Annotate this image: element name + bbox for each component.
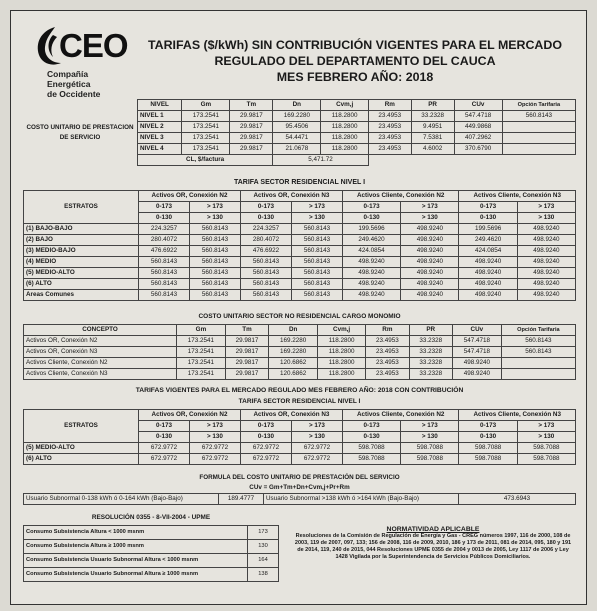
range-header: > 173: [291, 421, 342, 432]
table-row: [24, 568, 279, 582]
cell: 598.7088: [401, 443, 459, 454]
logo-subtitle-line2: de Occidente: [47, 89, 101, 99]
cell: 498.9240: [459, 257, 517, 268]
nores-header: Opción Tarifaria: [501, 325, 575, 336]
cell: 118.2800: [321, 144, 368, 155]
table-row: [24, 235, 576, 246]
row-label: (5) MEDIO-ALTO: [24, 268, 139, 279]
subnormal-label: Usuario Subnormal >138 kWh ó >164 kWh (Bajo-Bajo): [264, 494, 459, 505]
cell: 33.2328: [409, 336, 452, 347]
range-header: 0-130: [139, 213, 190, 224]
cell: 560.8143: [189, 268, 240, 279]
range-header: > 173: [291, 202, 342, 213]
estratos-header: ESTRATOS: [24, 191, 139, 224]
range-header: 0-130: [459, 213, 517, 224]
cell: 280.4072: [139, 235, 190, 246]
cell: 498.9240: [401, 246, 459, 257]
cell: [501, 358, 575, 369]
cell: 118.2800: [321, 122, 368, 133]
cell: 560.8143: [139, 268, 190, 279]
cell: 9.4951: [411, 122, 454, 133]
range-header: > 130: [291, 213, 342, 224]
cell: 173.2541: [177, 347, 226, 358]
cell: 118.2800: [318, 347, 366, 358]
range-header: 0-173: [459, 421, 517, 432]
table-row: [24, 224, 576, 235]
cell: 498.9240: [517, 235, 575, 246]
row-label: Activos Cliente, Conexión N3: [24, 369, 177, 380]
cell: 29.9817: [225, 347, 268, 358]
cell: 672.9772: [189, 454, 240, 465]
cell: 560.8143: [240, 290, 291, 301]
cell: 598.7088: [459, 454, 517, 465]
cell: 33.2328: [409, 358, 452, 369]
table-row: [24, 257, 576, 268]
cell: 249.4620: [342, 235, 400, 246]
row-label: (2) BAJO: [24, 235, 139, 246]
cell: 449.9868: [454, 122, 502, 133]
cell: 120.6862: [269, 369, 318, 380]
cell: 476.6922: [139, 246, 190, 257]
table-row: [24, 290, 576, 301]
cell: 498.9240: [401, 279, 459, 290]
cell: 560.8143: [189, 290, 240, 301]
cu-header: Tm: [230, 100, 273, 111]
cell: 95.4506: [273, 122, 321, 133]
cell: 138: [248, 568, 279, 582]
cell: 173.2541: [182, 122, 230, 133]
cell: 424.0854: [342, 246, 400, 257]
cell: 29.9817: [230, 122, 273, 133]
cell: 560.8143: [189, 246, 240, 257]
cu-header: Dn: [273, 100, 321, 111]
table-row: [23, 111, 576, 122]
cell: 560.8143: [291, 257, 342, 268]
group-header: Activos Cliente, Conexión N2: [342, 410, 459, 421]
cell: 672.9772: [139, 443, 190, 454]
cell: 169.2280: [273, 111, 321, 122]
cell: 23.4953: [366, 336, 409, 347]
cell: 498.9240: [517, 257, 575, 268]
formula-section: [23, 473, 576, 505]
nores-header: PR: [409, 325, 452, 336]
cell: 23.4953: [366, 369, 409, 380]
table-row: [24, 246, 576, 257]
cell: [502, 133, 575, 144]
row-label: (5) MEDIO-ALTO: [24, 443, 139, 454]
residential-table: [23, 190, 576, 301]
cell: 498.9240: [459, 290, 517, 301]
cell: 498.9240: [401, 290, 459, 301]
cell: 560.8143: [240, 279, 291, 290]
group-header: Activos OR, Conexión N2: [139, 191, 241, 202]
title-line2: REGULADO DEL DEPARTAMENTO DEL CAUCA: [214, 54, 496, 68]
cell: NIVEL 3: [138, 133, 182, 144]
cell: 560.8143: [501, 336, 575, 347]
cell: 560.8143: [291, 279, 342, 290]
cell: 498.9240: [517, 268, 575, 279]
cell: 498.9240: [342, 279, 400, 290]
cell: 33.2328: [409, 347, 452, 358]
cell: 199.5696: [342, 224, 400, 235]
range-header: 0-130: [139, 432, 190, 443]
range-header: > 173: [517, 202, 575, 213]
row-label: Activos OR, Conexión N3: [24, 347, 177, 358]
cell: 498.9240: [342, 268, 400, 279]
range-header: > 173: [189, 421, 240, 432]
cell: 476.6922: [240, 246, 291, 257]
row-label: Activos OR, Conexión N2: [24, 336, 177, 347]
logo-subtitle-line1: Compañía Energética: [47, 69, 91, 89]
cell: 120.6862: [269, 358, 318, 369]
cell: 498.9240: [342, 257, 400, 268]
range-header: 0-173: [342, 202, 400, 213]
cell: 598.7088: [517, 443, 575, 454]
cell: 598.7088: [517, 454, 575, 465]
estratos-header: ESTRATOS: [24, 410, 139, 443]
cell: 560.8143: [139, 257, 190, 268]
cell: 547.4718: [454, 111, 502, 122]
table-row: [24, 336, 576, 347]
cell: 560.8143: [291, 290, 342, 301]
cell: 118.2800: [321, 133, 368, 144]
formula-title: FORMULA DEL COSTO UNITARIO DE PRESTACIÓN DEL SERVICIO: [199, 474, 400, 482]
cell: NIVEL 2: [138, 122, 182, 133]
cell: 498.9240: [517, 246, 575, 257]
group-header: Activos Cliente, Conexión N3: [459, 191, 576, 202]
table-row: [24, 540, 279, 554]
cell: 23.4953: [368, 122, 411, 133]
cell: Consumo Subsistencia Usuario Subnormal Altura < 1000 msnm: [24, 554, 248, 568]
cell: 672.9772: [291, 454, 342, 465]
table-row: [24, 358, 576, 369]
cell: [501, 369, 575, 380]
cell: 23.4953: [366, 347, 409, 358]
group-header: Activos Cliente, Conexión N2: [342, 191, 459, 202]
table-row: [24, 268, 576, 279]
cell: 29.9817: [230, 133, 273, 144]
cell: 249.4620: [459, 235, 517, 246]
range-header: 0-173: [459, 202, 517, 213]
range-header: 0-173: [240, 421, 291, 432]
cu-header: PR: [411, 100, 454, 111]
cell: 29.9817: [225, 336, 268, 347]
header: [11, 11, 586, 97]
range-header: 0-130: [459, 432, 517, 443]
group-header: Activos OR, Conexión N2: [139, 410, 241, 421]
cell: 560.8143: [139, 279, 190, 290]
cell: 598.7088: [401, 454, 459, 465]
cell: 173.2541: [182, 133, 230, 144]
nores-header: Cvm,j: [318, 325, 366, 336]
normatividad-text: Resoluciones de la Comisión de Regulación de Energía y Gas - CREG números 1997, 116 de 2000, 108 de 2003, 119 de 2007, 097, 133; 156 de 2008, 116 de 2009, 2010, 186 y 173 de 2011, 081 de 2014, 095, 180 y 191 de 2014, 119, 240 de 2015, 044 Resoluciones UPME 0355 de 2004 y 0013 de 2005, Ley 1117 de 2006 y Ley 1428 Vigilada por la Superintendencia de Servicios Públicos Domiciliarios.: [294, 533, 572, 560]
cell: 173.2541: [182, 144, 230, 155]
contribution-title: TARIFAS VIGENTES PARA EL MERCADO REGULADO MES FEBRERO AÑO: 2018 CON CONTRIBUCIÓN: [135, 387, 464, 394]
cell: 498.9240: [517, 224, 575, 235]
nores-header: Tm: [225, 325, 268, 336]
row-label: Activos Cliente, Conexión N2: [24, 358, 177, 369]
cell: 23.4953: [368, 111, 411, 122]
contribution-section: [23, 387, 576, 465]
cell: 7.5381: [411, 133, 454, 144]
nores-header: Dn: [269, 325, 318, 336]
range-header: > 130: [401, 213, 459, 224]
table-row: [24, 443, 576, 454]
range-header: > 130: [517, 213, 575, 224]
nonresidential-table: [23, 324, 576, 380]
cell: 33.2328: [409, 369, 452, 380]
range-header: 0-130: [342, 213, 400, 224]
cell: 560.8143: [189, 235, 240, 246]
cell: 498.9240: [517, 279, 575, 290]
table-row: [24, 279, 576, 290]
subnormal-value: 189.4777: [219, 494, 264, 505]
cell: 23.4953: [366, 358, 409, 369]
range-header: 0-173: [139, 421, 190, 432]
cell: 560.8143: [189, 224, 240, 235]
cell: 370.6790: [454, 144, 502, 155]
cell: 560.8143: [502, 111, 575, 122]
cell: 498.9240: [452, 369, 501, 380]
cl-label: CL, $/factura: [138, 155, 273, 166]
cell: 560.8143: [501, 347, 575, 358]
cell: 29.9817: [225, 369, 268, 380]
contribution-body: [24, 443, 576, 465]
row-label: (4) MEDIO: [24, 257, 139, 268]
cell: 598.7088: [342, 443, 400, 454]
range-header: > 130: [291, 432, 342, 443]
nores-header: Gm: [177, 325, 226, 336]
cell: 498.9240: [401, 235, 459, 246]
cell: 598.7088: [342, 454, 400, 465]
cu-label: COSTO UNITARIO DE PRESTACION DE SERVICIO: [26, 124, 134, 141]
cell: Consumo Subsistencia Usuario Subnormal Altura ≥ 1000 msnm: [24, 568, 248, 582]
cell: 173.2541: [177, 369, 226, 380]
row-label: (6) ALTO: [24, 454, 139, 465]
range-header: > 130: [401, 432, 459, 443]
cell: 224.3257: [139, 224, 190, 235]
formula-text: CUv = Gm+Tm+Dn+Cvm,j+Pr+Rm: [249, 484, 350, 492]
group-header: Activos OR, Conexión N3: [240, 191, 342, 202]
nores-header: CUv: [452, 325, 501, 336]
range-header: > 173: [401, 421, 459, 432]
cell: 560.8143: [189, 279, 240, 290]
cell: 498.9240: [401, 257, 459, 268]
cell: 280.4072: [240, 235, 291, 246]
resolucion-title: RESOLUCIÓN 0355 - 8-VII-2004 - UPME: [91, 514, 211, 521]
cell: 224.3257: [240, 224, 291, 235]
cell: 29.9817: [230, 144, 273, 155]
cell: 407.2962: [454, 133, 502, 144]
cell: Consumo Subsistencia Altura ≥ 1000 msnm: [24, 540, 248, 554]
row-label: Areas Comunes: [24, 290, 139, 301]
cell: 560.8143: [291, 246, 342, 257]
table-row: [24, 369, 576, 380]
cell: 560.8143: [240, 257, 291, 268]
resolucion-table: [23, 525, 279, 582]
residential-body: [24, 224, 576, 301]
cell: 118.2800: [318, 336, 366, 347]
subnormal-table: [23, 493, 576, 505]
nores-header: CONCEPTO: [24, 325, 177, 336]
cell: 672.9772: [240, 454, 291, 465]
cell: 173.2541: [182, 111, 230, 122]
range-header: > 130: [189, 432, 240, 443]
cell: 54.4471: [273, 133, 321, 144]
cell: [502, 122, 575, 133]
range-header: 0-130: [342, 432, 400, 443]
table-row: [24, 454, 576, 465]
cell: 672.9772: [189, 443, 240, 454]
range-header: 0-173: [139, 202, 190, 213]
cl-value: 5,471.72: [273, 155, 369, 166]
cell: 560.8143: [291, 224, 342, 235]
cell: 173: [248, 526, 279, 540]
cu-header: Rm: [368, 100, 411, 111]
cell: 169.2280: [269, 336, 318, 347]
cell: 672.9772: [240, 443, 291, 454]
contribution-subtitle: TARIFA SECTOR RESIDENCIAL NIVEL I: [238, 398, 361, 405]
cell: [502, 144, 575, 155]
range-header: 0-173: [342, 421, 400, 432]
normatividad-block: [291, 526, 575, 561]
residential-title: TARIFA SECTOR RESIDENCIAL NIVEL I: [233, 179, 366, 186]
table-row: [24, 347, 576, 358]
cu-header: Gm: [182, 100, 230, 111]
table-row: [24, 554, 279, 568]
cell: 498.9240: [452, 358, 501, 369]
contribution-table: [23, 409, 576, 465]
logo-subtitle: [47, 69, 121, 99]
cell: 29.9817: [225, 358, 268, 369]
cell: 118.2800: [318, 369, 366, 380]
normatividad-title: NORMATIVIDAD APLICABLE: [386, 526, 480, 533]
cell: 164: [248, 554, 279, 568]
title-line3: MES FEBRERO AÑO: 2018: [276, 70, 434, 84]
cell: 33.2328: [411, 111, 454, 122]
range-header: > 173: [189, 202, 240, 213]
subnormal-label: Usuario Subnormal 0-138 kWh ó 0-164 kWh (Bajo-Bajo): [24, 494, 219, 505]
cell: 498.9240: [342, 290, 400, 301]
cell: 118.2800: [318, 358, 366, 369]
cell: 130: [248, 540, 279, 554]
cell: 498.9240: [517, 290, 575, 301]
cu-table: [23, 99, 576, 166]
group-header: Activos Cliente, Conexión N3: [459, 410, 576, 421]
cell: 21.0678: [273, 144, 321, 155]
cell: 199.5696: [459, 224, 517, 235]
cell: 173.2541: [177, 336, 226, 347]
row-label: (3) MEDIO-BAJO: [24, 246, 139, 257]
range-header: > 173: [517, 421, 575, 432]
cell: 672.9772: [291, 443, 342, 454]
nonresidential-body: [24, 336, 576, 380]
nores-header: Rm: [366, 325, 409, 336]
nonresidential-title: COSTO UNITARIO SECTOR NO RESIDENCIAL CARGO MONOMIO: [198, 313, 401, 320]
range-header: 0-130: [240, 213, 291, 224]
cell: 560.8143: [139, 290, 190, 301]
cell: 547.4718: [452, 336, 501, 347]
cell: Consumo Subsistencia Altura < 1000 msnm: [24, 526, 248, 540]
subnormal-value: 473.6943: [459, 494, 576, 505]
cell: 560.8143: [291, 268, 342, 279]
cell: NIVEL 1: [138, 111, 182, 122]
table-row: [24, 526, 279, 540]
page-title: [135, 37, 575, 85]
cell: 4.6002: [411, 144, 454, 155]
title-line1: TARIFAS ($/kWh) SIN CONTRIBUCIÓN VIGENTES PARA EL MERCADO: [148, 38, 562, 52]
range-header: 0-173: [240, 202, 291, 213]
cell: 29.9817: [230, 111, 273, 122]
cell: 498.9240: [401, 224, 459, 235]
cell: 672.9772: [139, 454, 190, 465]
cell: 118.2800: [321, 111, 368, 122]
cu-section: [23, 99, 576, 166]
cu-header-row: [23, 100, 576, 111]
cell: 424.0854: [459, 246, 517, 257]
residential-section: [23, 179, 576, 301]
cell: 560.8143: [291, 235, 342, 246]
cell: NIVEL 4: [138, 144, 182, 155]
cell: 498.9240: [459, 279, 517, 290]
cell: 547.4718: [452, 347, 501, 358]
cell: 560.8143: [189, 257, 240, 268]
cu-header: Cvm,j: [321, 100, 368, 111]
cell: 560.8143: [240, 268, 291, 279]
cu-header: NIVEL: [138, 100, 182, 111]
cu-header: Opción Tarifaria: [502, 100, 575, 111]
range-header: > 173: [401, 202, 459, 213]
cell: 23.4953: [368, 133, 411, 144]
tariff-sheet: [10, 10, 587, 605]
range-header: > 130: [517, 432, 575, 443]
cell: 598.7088: [459, 443, 517, 454]
range-header: 0-130: [240, 432, 291, 443]
cell: 498.9240: [459, 268, 517, 279]
nonresidential-section: [23, 313, 576, 380]
cl-row: [23, 155, 576, 166]
cell: 173.2541: [177, 358, 226, 369]
cu-header: CUv: [454, 100, 502, 111]
cell: 169.2280: [269, 347, 318, 358]
cell: 23.4953: [368, 144, 411, 155]
row-label: (1) BAJO-BAJO: [24, 224, 139, 235]
range-header: > 130: [189, 213, 240, 224]
group-header: Activos OR, Conexión N3: [240, 410, 342, 421]
ceo-logo: [31, 23, 128, 99]
cell: 498.9240: [401, 268, 459, 279]
row-label: (6) ALTO: [24, 279, 139, 290]
logo-name: CEO: [59, 27, 128, 64]
